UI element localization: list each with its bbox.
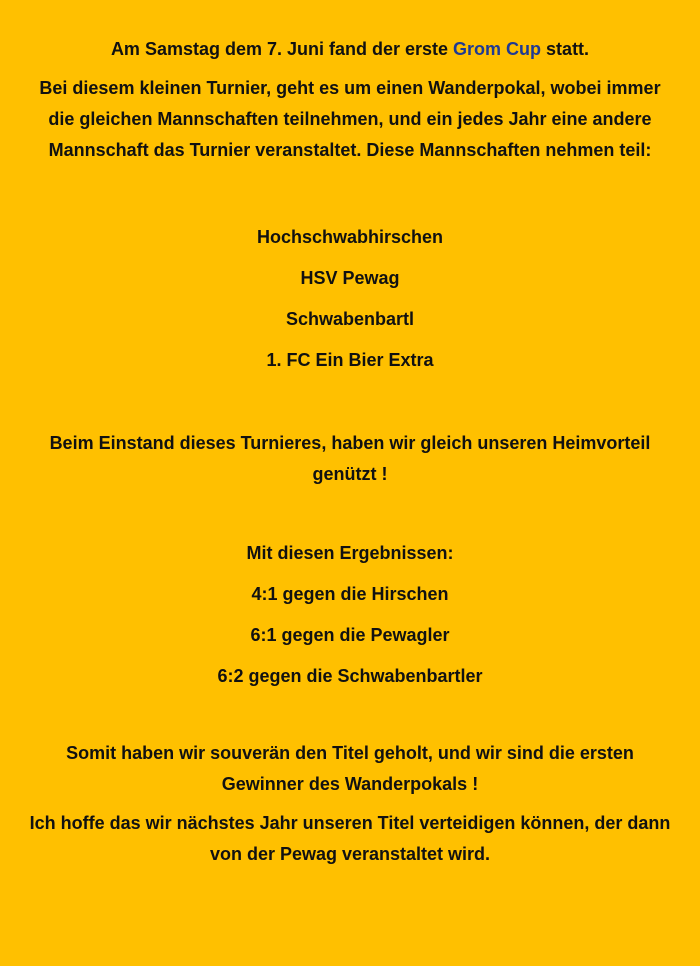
team-item-3: Schwabenbartl: [285, 309, 415, 329]
home-advantage-text: Beim Einstand dieses Turnieres, haben wir gleich unseren Heimvorteil genützt !: [49, 433, 651, 484]
intro-description: Bei diesem kleinen Turnier, geht es um einen Wanderpokal, wobei immer die gleichen Mannschaften teilnehmen, und ein jedes Jahr eine andere Mannschaft das Turnier veranstaltet. Diese Mannschaften nehmen teil:: [39, 78, 661, 160]
event-name: Grom Cup: [453, 39, 542, 59]
intro-suffix: statt.: [541, 39, 590, 59]
closing-text: Somit haben wir souverän den Titel geholt, und wir sind die ersten Gewinner des Wanderpokals !: [66, 743, 634, 794]
results-heading: Mit diesen Ergebnissen:: [246, 543, 454, 563]
team-item-4: 1. FC Ein Bier Extra: [266, 350, 434, 370]
result-item-3: 6:2 gegen die Schwabenbartler: [217, 666, 483, 686]
team-item-2: HSV Pewag: [300, 268, 400, 288]
intro-line: [24, 34, 676, 65]
result-item-2: 6:1 gegen die Pewagler: [250, 625, 450, 645]
result-item-1: 4:1 gegen die Hirschen: [251, 584, 449, 604]
team-item-1: Hochschwabhirschen: [256, 227, 444, 247]
closing-hope-text: Ich hoffe das wir nächstes Jahr unseren Titel verteidigen können, der dann von der Pewag veranstaltet wird.: [29, 813, 671, 864]
intro-prefix: Am Samstag dem 7. Juni fand der erste: [110, 39, 454, 59]
